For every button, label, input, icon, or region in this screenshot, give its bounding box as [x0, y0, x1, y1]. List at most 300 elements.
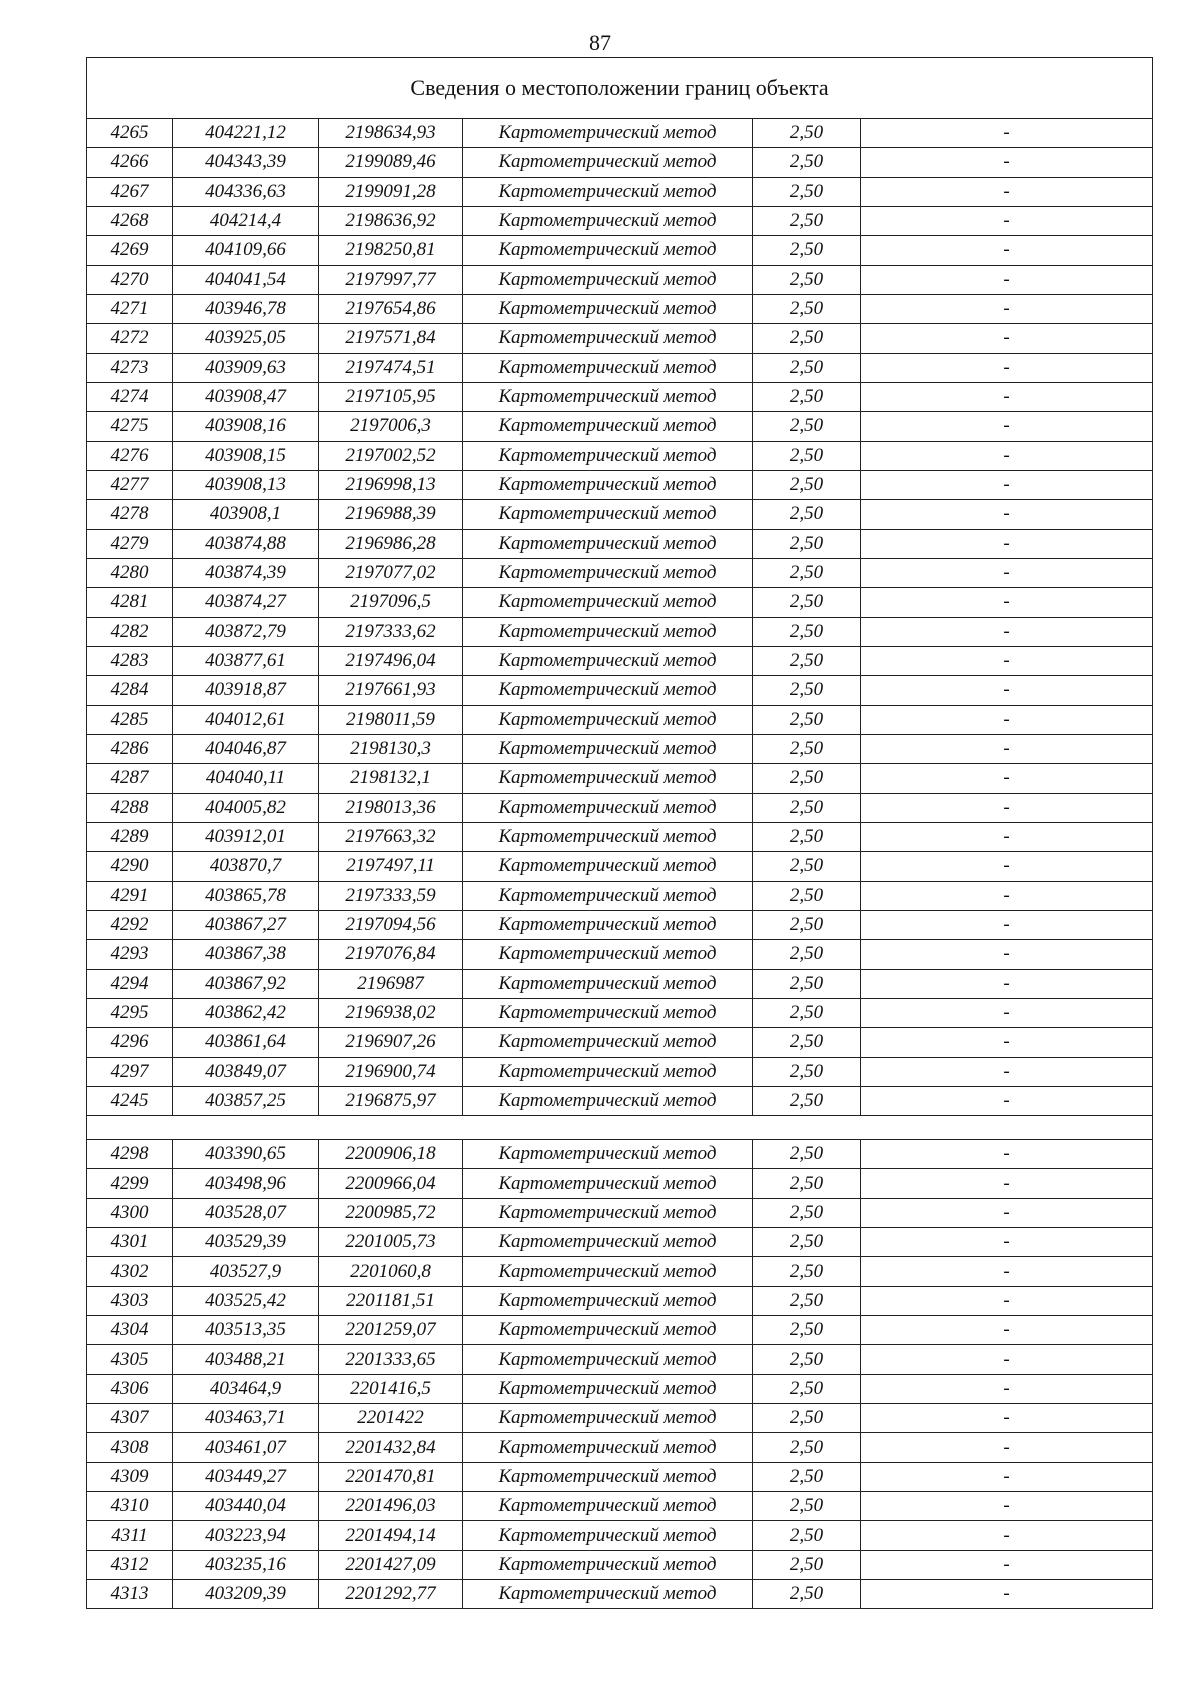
x-coordinate-cell: 404221,12: [173, 119, 319, 148]
x-coordinate-cell: 404343,39: [173, 148, 319, 177]
x-coordinate-cell: 403877,61: [173, 646, 319, 675]
table-row: [87, 1345, 1153, 1374]
precision-cell: 2,50: [753, 588, 861, 617]
precision-cell: 2,50: [753, 470, 861, 499]
description-cell: -: [861, 1198, 1153, 1227]
precision-cell: 2,50: [753, 1521, 861, 1550]
y-coordinate-cell: 2196900,74: [319, 1057, 463, 1086]
description-cell: -: [861, 353, 1153, 382]
method-cell: Картометрический метод: [463, 969, 753, 998]
y-coordinate-cell: 2201470,81: [319, 1462, 463, 1491]
y-coordinate-cell: 2198013,36: [319, 793, 463, 822]
x-coordinate-cell: 403463,71: [173, 1404, 319, 1433]
point-number-cell: 4293: [87, 940, 173, 969]
x-coordinate-cell: 403857,25: [173, 1086, 319, 1115]
precision-cell: 2,50: [753, 910, 861, 939]
method-cell: Картометрический метод: [463, 177, 753, 206]
x-coordinate-cell: 403946,78: [173, 294, 319, 323]
point-number-cell: 4303: [87, 1286, 173, 1315]
table-row: [87, 852, 1153, 881]
description-cell: -: [861, 529, 1153, 558]
y-coordinate-cell: 2197333,59: [319, 881, 463, 910]
description-cell: -: [861, 1228, 1153, 1257]
precision-cell: 2,50: [753, 940, 861, 969]
point-number-cell: 4286: [87, 734, 173, 763]
table-row: [87, 1169, 1153, 1198]
point-number-cell: 4289: [87, 822, 173, 851]
x-coordinate-cell: 403908,13: [173, 470, 319, 499]
table-row: [87, 1228, 1153, 1257]
y-coordinate-cell: 2201422: [319, 1404, 463, 1433]
precision-cell: 2,50: [753, 119, 861, 148]
description-cell: -: [861, 881, 1153, 910]
x-coordinate-cell: 403861,64: [173, 1028, 319, 1057]
method-cell: Картометрический метод: [463, 1433, 753, 1462]
table-row: [87, 764, 1153, 793]
description-cell: -: [861, 1257, 1153, 1286]
y-coordinate-cell: 2196988,39: [319, 500, 463, 529]
point-number-cell: 4272: [87, 324, 173, 353]
description-cell: -: [861, 1374, 1153, 1403]
x-coordinate-cell: 403925,05: [173, 324, 319, 353]
precision-cell: 2,50: [753, 353, 861, 382]
x-coordinate-cell: 403874,88: [173, 529, 319, 558]
description-cell: -: [861, 1550, 1153, 1579]
description-cell: -: [861, 412, 1153, 441]
table-title-row: [87, 58, 1153, 119]
y-coordinate-cell: 2201181,51: [319, 1286, 463, 1315]
table-row: [87, 294, 1153, 323]
y-coordinate-cell: 2198130,3: [319, 734, 463, 763]
method-cell: Картометрический метод: [463, 500, 753, 529]
table-row: [87, 705, 1153, 734]
table-row: [87, 646, 1153, 675]
point-number-cell: 4278: [87, 500, 173, 529]
table-row: [87, 353, 1153, 382]
method-cell: Картометрический метод: [463, 1140, 753, 1169]
table-row: [87, 998, 1153, 1027]
point-number-cell: 4290: [87, 852, 173, 881]
y-coordinate-cell: 2201292,77: [319, 1580, 463, 1609]
table-row: [87, 1462, 1153, 1491]
x-coordinate-cell: 403874,27: [173, 588, 319, 617]
table-row: [87, 1028, 1153, 1057]
point-number-cell: 4245: [87, 1086, 173, 1115]
method-cell: Картометрический метод: [463, 1345, 753, 1374]
method-cell: Картометрический метод: [463, 1169, 753, 1198]
description-cell: -: [861, 558, 1153, 587]
x-coordinate-cell: 403874,39: [173, 558, 319, 587]
description-cell: -: [861, 265, 1153, 294]
table-row: [87, 1550, 1153, 1579]
precision-cell: 2,50: [753, 1492, 861, 1521]
y-coordinate-cell: 2201005,73: [319, 1228, 463, 1257]
y-coordinate-cell: 2197105,95: [319, 382, 463, 411]
method-cell: Картометрический метод: [463, 1198, 753, 1227]
point-number-cell: 4298: [87, 1140, 173, 1169]
boundary-table: [86, 57, 1153, 1609]
precision-cell: 2,50: [753, 1550, 861, 1579]
x-coordinate-cell: 403449,27: [173, 1462, 319, 1491]
method-cell: Картометрический метод: [463, 646, 753, 675]
table-row: [87, 177, 1153, 206]
point-number-cell: 4297: [87, 1057, 173, 1086]
table-row: [87, 588, 1153, 617]
y-coordinate-cell: 2198634,93: [319, 119, 463, 148]
point-number-cell: 4270: [87, 265, 173, 294]
table-row: [87, 1198, 1153, 1227]
precision-cell: 2,50: [753, 529, 861, 558]
description-cell: -: [861, 1492, 1153, 1521]
y-coordinate-cell: 2197496,04: [319, 646, 463, 675]
table-row: [87, 676, 1153, 705]
method-cell: Картометрический метод: [463, 206, 753, 235]
method-cell: Картометрический метод: [463, 1374, 753, 1403]
table-row: [87, 500, 1153, 529]
method-cell: Картометрический метод: [463, 1286, 753, 1315]
x-coordinate-cell: 403908,1: [173, 500, 319, 529]
precision-cell: 2,50: [753, 1286, 861, 1315]
table-row: [87, 1140, 1153, 1169]
precision-cell: 2,50: [753, 764, 861, 793]
description-cell: -: [861, 588, 1153, 617]
method-cell: Картометрический метод: [463, 353, 753, 382]
table-row: [87, 1316, 1153, 1345]
y-coordinate-cell: 2196986,28: [319, 529, 463, 558]
table-title: Сведения о местоположении границ объекта: [87, 58, 1153, 119]
point-number-cell: 4280: [87, 558, 173, 587]
precision-cell: 2,50: [753, 705, 861, 734]
description-cell: -: [861, 119, 1153, 148]
description-cell: -: [861, 1086, 1153, 1115]
point-number-cell: 4288: [87, 793, 173, 822]
x-coordinate-cell: 403909,63: [173, 353, 319, 382]
description-cell: -: [861, 382, 1153, 411]
precision-cell: 2,50: [753, 1316, 861, 1345]
x-coordinate-cell: 403498,96: [173, 1169, 319, 1198]
table-row: [87, 236, 1153, 265]
point-number-cell: 4309: [87, 1462, 173, 1491]
method-cell: Картометрический метод: [463, 940, 753, 969]
x-coordinate-cell: 403870,7: [173, 852, 319, 881]
x-coordinate-cell: 403912,01: [173, 822, 319, 851]
point-number-cell: 4296: [87, 1028, 173, 1057]
table-row: [87, 265, 1153, 294]
x-coordinate-cell: 403867,38: [173, 940, 319, 969]
x-coordinate-cell: 403223,94: [173, 1521, 319, 1550]
description-cell: -: [861, 1057, 1153, 1086]
point-number-cell: 4285: [87, 705, 173, 734]
method-cell: Картометрический метод: [463, 324, 753, 353]
x-coordinate-cell: 403908,15: [173, 441, 319, 470]
x-coordinate-cell: 404040,11: [173, 764, 319, 793]
point-number-cell: 4284: [87, 676, 173, 705]
precision-cell: 2,50: [753, 558, 861, 587]
method-cell: Картометрический метод: [463, 617, 753, 646]
y-coordinate-cell: 2197497,11: [319, 852, 463, 881]
y-coordinate-cell: 2197654,86: [319, 294, 463, 323]
x-coordinate-cell: 403527,9: [173, 1257, 319, 1286]
description-cell: -: [861, 1169, 1153, 1198]
x-coordinate-cell: 403872,79: [173, 617, 319, 646]
x-coordinate-cell: 403918,87: [173, 676, 319, 705]
description-cell: -: [861, 294, 1153, 323]
precision-cell: 2,50: [753, 148, 861, 177]
table-row: [87, 529, 1153, 558]
description-cell: -: [861, 998, 1153, 1027]
method-cell: Картометрический метод: [463, 676, 753, 705]
precision-cell: 2,50: [753, 294, 861, 323]
point-number-cell: 4273: [87, 353, 173, 382]
description-cell: -: [861, 206, 1153, 235]
method-cell: Картометрический метод: [463, 1028, 753, 1057]
precision-cell: 2,50: [753, 236, 861, 265]
y-coordinate-cell: 2199091,28: [319, 177, 463, 206]
table-body: [87, 58, 1153, 1609]
point-number-cell: 4308: [87, 1433, 173, 1462]
method-cell: Картометрический метод: [463, 441, 753, 470]
point-number-cell: 4313: [87, 1580, 173, 1609]
description-cell: -: [861, 676, 1153, 705]
precision-cell: 2,50: [753, 822, 861, 851]
method-cell: Картометрический метод: [463, 1086, 753, 1115]
description-cell: -: [861, 1433, 1153, 1462]
x-coordinate-cell: 403529,39: [173, 1228, 319, 1257]
table-row: [87, 1492, 1153, 1521]
y-coordinate-cell: 2196907,26: [319, 1028, 463, 1057]
description-cell: -: [861, 1521, 1153, 1550]
precision-cell: 2,50: [753, 1140, 861, 1169]
y-coordinate-cell: 2201496,03: [319, 1492, 463, 1521]
precision-cell: 2,50: [753, 412, 861, 441]
precision-cell: 2,50: [753, 324, 861, 353]
contour-separator-cell: [87, 1116, 1153, 1140]
description-cell: -: [861, 910, 1153, 939]
table-row: [87, 1374, 1153, 1403]
y-coordinate-cell: 2197076,84: [319, 940, 463, 969]
method-cell: Картометрический метод: [463, 236, 753, 265]
y-coordinate-cell: 2197333,62: [319, 617, 463, 646]
method-cell: Картометрический метод: [463, 1228, 753, 1257]
x-coordinate-cell: 403862,42: [173, 998, 319, 1027]
y-coordinate-cell: 2196998,13: [319, 470, 463, 499]
x-coordinate-cell: 403209,39: [173, 1580, 319, 1609]
method-cell: Картометрический метод: [463, 470, 753, 499]
x-coordinate-cell: 403528,07: [173, 1198, 319, 1227]
x-coordinate-cell: 404041,54: [173, 265, 319, 294]
description-cell: -: [861, 236, 1153, 265]
method-cell: Картометрический метод: [463, 881, 753, 910]
table-row: [87, 148, 1153, 177]
precision-cell: 2,50: [753, 500, 861, 529]
y-coordinate-cell: 2197096,5: [319, 588, 463, 617]
method-cell: Картометрический метод: [463, 1550, 753, 1579]
point-number-cell: 4292: [87, 910, 173, 939]
precision-cell: 2,50: [753, 441, 861, 470]
description-cell: -: [861, 177, 1153, 206]
method-cell: Картометрический метод: [463, 852, 753, 881]
description-cell: -: [861, 1140, 1153, 1169]
point-number-cell: 4307: [87, 1404, 173, 1433]
x-coordinate-cell: 404109,66: [173, 236, 319, 265]
table-row: [87, 940, 1153, 969]
table-row: [87, 1433, 1153, 1462]
y-coordinate-cell: 2201427,09: [319, 1550, 463, 1579]
table-row: [87, 1057, 1153, 1086]
method-cell: Картометрический метод: [463, 910, 753, 939]
y-coordinate-cell: 2200966,04: [319, 1169, 463, 1198]
y-coordinate-cell: 2197474,51: [319, 353, 463, 382]
precision-cell: 2,50: [753, 1580, 861, 1609]
x-coordinate-cell: 404046,87: [173, 734, 319, 763]
precision-cell: 2,50: [753, 1228, 861, 1257]
method-cell: Картометрический метод: [463, 734, 753, 763]
y-coordinate-cell: 2201060,8: [319, 1257, 463, 1286]
point-number-cell: 4274: [87, 382, 173, 411]
description-cell: -: [861, 1345, 1153, 1374]
page-number: 87: [589, 30, 611, 55]
method-cell: Картометрический метод: [463, 822, 753, 851]
x-coordinate-cell: 404012,61: [173, 705, 319, 734]
point-number-cell: 4268: [87, 206, 173, 235]
table-row: [87, 1580, 1153, 1609]
y-coordinate-cell: 2196938,02: [319, 998, 463, 1027]
y-coordinate-cell: 2197002,52: [319, 441, 463, 470]
description-cell: -: [861, 793, 1153, 822]
table-row: [87, 822, 1153, 851]
precision-cell: 2,50: [753, 382, 861, 411]
y-coordinate-cell: 2198636,92: [319, 206, 463, 235]
precision-cell: 2,50: [753, 1169, 861, 1198]
method-cell: Картометрический метод: [463, 1492, 753, 1521]
method-cell: Картометрический метод: [463, 382, 753, 411]
y-coordinate-cell: 2201416,5: [319, 1374, 463, 1403]
method-cell: Картометрический метод: [463, 793, 753, 822]
x-coordinate-cell: 403867,27: [173, 910, 319, 939]
y-coordinate-cell: 2198132,1: [319, 764, 463, 793]
y-coordinate-cell: 2201333,65: [319, 1345, 463, 1374]
description-cell: -: [861, 822, 1153, 851]
x-coordinate-cell: 403867,92: [173, 969, 319, 998]
point-number-cell: 4281: [87, 588, 173, 617]
table-row: [87, 793, 1153, 822]
y-coordinate-cell: 2201259,07: [319, 1316, 463, 1345]
method-cell: Картометрический метод: [463, 1057, 753, 1086]
table-row: [87, 881, 1153, 910]
precision-cell: 2,50: [753, 265, 861, 294]
point-number-cell: 4287: [87, 764, 173, 793]
precision-cell: 2,50: [753, 1257, 861, 1286]
x-coordinate-cell: 403908,47: [173, 382, 319, 411]
table-row: [87, 324, 1153, 353]
y-coordinate-cell: 2197571,84: [319, 324, 463, 353]
x-coordinate-cell: 403235,16: [173, 1550, 319, 1579]
precision-cell: 2,50: [753, 646, 861, 675]
method-cell: Картометрический метод: [463, 588, 753, 617]
precision-cell: 2,50: [753, 1028, 861, 1057]
y-coordinate-cell: 2197997,77: [319, 265, 463, 294]
x-coordinate-cell: 403525,42: [173, 1286, 319, 1315]
table-row: [87, 382, 1153, 411]
point-number-cell: 4310: [87, 1492, 173, 1521]
y-coordinate-cell: 2197661,93: [319, 676, 463, 705]
method-cell: Картометрический метод: [463, 764, 753, 793]
method-cell: Картометрический метод: [463, 119, 753, 148]
table-row: [87, 119, 1153, 148]
point-number-cell: 4282: [87, 617, 173, 646]
description-cell: -: [861, 1286, 1153, 1315]
method-cell: Картометрический метод: [463, 1404, 753, 1433]
precision-cell: 2,50: [753, 617, 861, 646]
point-number-cell: 4299: [87, 1169, 173, 1198]
precision-cell: 2,50: [753, 1198, 861, 1227]
point-number-cell: 4302: [87, 1257, 173, 1286]
y-coordinate-cell: 2199089,46: [319, 148, 463, 177]
method-cell: Картометрический метод: [463, 265, 753, 294]
description-cell: -: [861, 646, 1153, 675]
x-coordinate-cell: 403390,65: [173, 1140, 319, 1169]
point-number-cell: 4291: [87, 881, 173, 910]
table-row: [87, 206, 1153, 235]
description-cell: -: [861, 470, 1153, 499]
x-coordinate-cell: 403488,21: [173, 1345, 319, 1374]
x-coordinate-cell: 403464,9: [173, 1374, 319, 1403]
table-row: [87, 734, 1153, 763]
x-coordinate-cell: 404005,82: [173, 793, 319, 822]
x-coordinate-cell: 403461,07: [173, 1433, 319, 1462]
point-number-cell: 4267: [87, 177, 173, 206]
x-coordinate-cell: 403865,78: [173, 881, 319, 910]
point-number-cell: 4305: [87, 1345, 173, 1374]
table-row: [87, 1257, 1153, 1286]
point-number-cell: 4277: [87, 470, 173, 499]
point-number-cell: 4271: [87, 294, 173, 323]
description-cell: -: [861, 1580, 1153, 1609]
x-coordinate-cell: 403440,04: [173, 1492, 319, 1521]
point-number-cell: 4275: [87, 412, 173, 441]
point-number-cell: 4304: [87, 1316, 173, 1345]
y-coordinate-cell: 2196987: [319, 969, 463, 998]
description-cell: -: [861, 148, 1153, 177]
point-number-cell: 4265: [87, 119, 173, 148]
description-cell: -: [861, 1404, 1153, 1433]
y-coordinate-cell: 2201494,14: [319, 1521, 463, 1550]
y-coordinate-cell: 2198011,59: [319, 705, 463, 734]
description-cell: -: [861, 324, 1153, 353]
precision-cell: 2,50: [753, 177, 861, 206]
description-cell: -: [861, 1462, 1153, 1491]
precision-cell: 2,50: [753, 206, 861, 235]
precision-cell: 2,50: [753, 1057, 861, 1086]
precision-cell: 2,50: [753, 881, 861, 910]
point-number-cell: 4301: [87, 1228, 173, 1257]
method-cell: Картометрический метод: [463, 1580, 753, 1609]
method-cell: Картометрический метод: [463, 294, 753, 323]
table-row: [87, 470, 1153, 499]
contour-separator-row: [87, 1116, 1153, 1140]
y-coordinate-cell: 2197077,02: [319, 558, 463, 587]
y-coordinate-cell: 2197663,32: [319, 822, 463, 851]
precision-cell: 2,50: [753, 1086, 861, 1115]
table-row: [87, 412, 1153, 441]
method-cell: Картометрический метод: [463, 558, 753, 587]
point-number-cell: 4279: [87, 529, 173, 558]
y-coordinate-cell: 2201432,84: [319, 1433, 463, 1462]
table-row: [87, 558, 1153, 587]
point-number-cell: 4311: [87, 1521, 173, 1550]
y-coordinate-cell: 2197006,3: [319, 412, 463, 441]
precision-cell: 2,50: [753, 998, 861, 1027]
